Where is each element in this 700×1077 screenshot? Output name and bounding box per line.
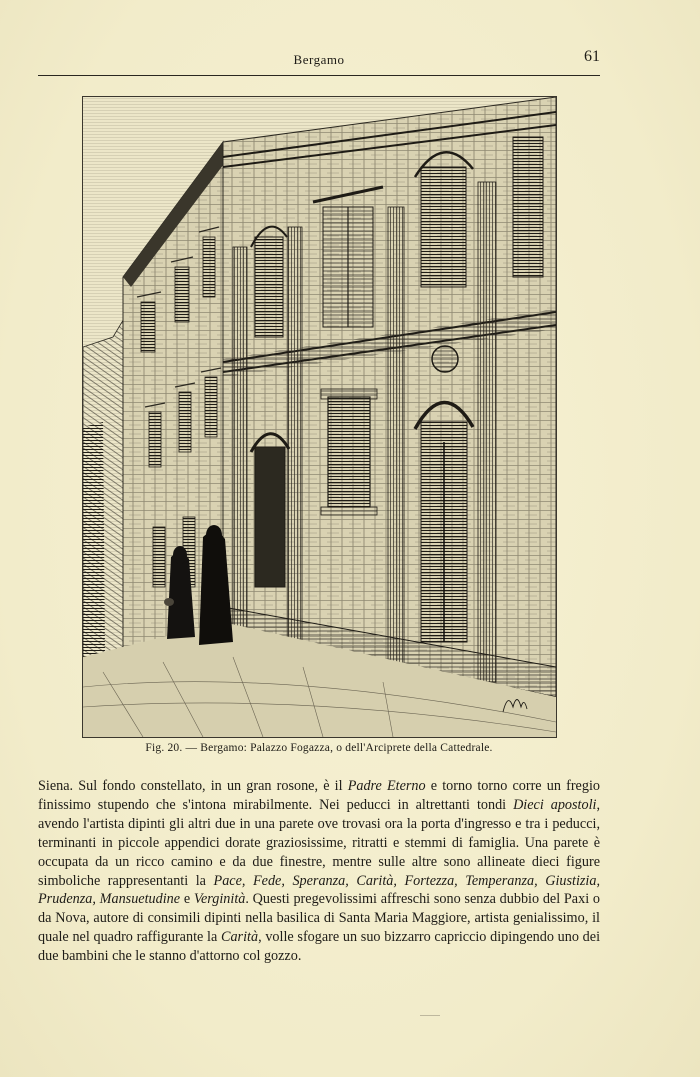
figure-engraving [82,96,557,738]
paragraph-text [38,777,600,966]
text-run: , avendo l'artista dipinti gli altri due in una parete ove trovasi ora la porta d'ingresso e tra i peducci, terminanti in piccole appendici dorate graziosissime, ritratti e stemmi di famiglia. Una parete è occupata da un ricco camino e da due finestre, mentre sulle altre sono allineate dieci figure simboliche rappresentanti la [38,796,600,889]
text-run: , volle sfogare un suo bizzarro capriccio dipingendo uno dei due bambini che le stanno d'attorno col gozzo. [38,929,601,965]
figure-caption: Fig. 20. — Bergamo: Palazzo Fogazza, o dell'Arciprete della Cattedrale. [145,742,493,754]
italic-term: Dieci apostoli [513,796,597,813]
page-mark [420,1015,440,1018]
running-head [38,48,600,74]
text-run: e torno torno corre un fregio finissimo stupendo che s'intona mirabilmente. Nei peducci in altrettanti tondi [38,778,600,813]
page-number: 61 [584,48,600,65]
italic-term: Verginità [193,891,246,908]
italic-term: Padre Eterno [347,778,426,794]
italic-term: Carità [221,929,259,946]
body-paragraph [38,777,600,966]
text-run: e [180,891,194,908]
text-run: Siena. Sul fondo constellato, in un gran rosone, è il [38,778,348,794]
text-run: . Questi pregevolissimi affreschi sono senza dubbio del Paxi o da Nova, autore di consimili dipinti nella basilica di Santa Maria Maggiore, artista genialissimo, il quale nel quadro raffigurante la [38,891,600,946]
engraving-illustration [83,97,556,737]
italic-term: Pace, Fede, Speranza, Carità, Fortezza, Temperanza, Giustizia, Prudenza, Mansuetudine [38,872,600,908]
running-title: Bergamo [293,52,345,67]
header-rule [38,75,600,76]
